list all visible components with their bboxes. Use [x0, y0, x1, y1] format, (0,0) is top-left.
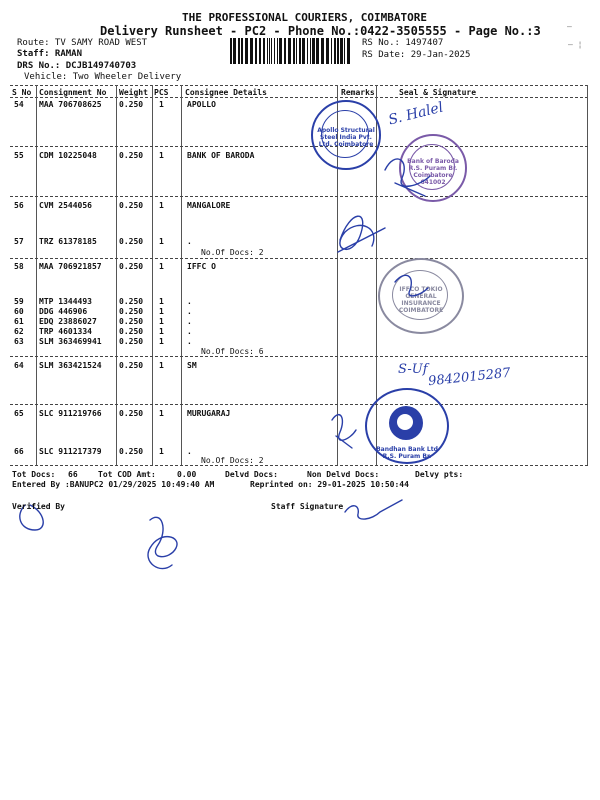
cell-details: IFFC O — [187, 262, 216, 271]
total-docs-value: 66 — [68, 470, 78, 479]
delivered-docs-label: Delvd Docs: — [225, 470, 278, 479]
drs-number: DRS No.: DCJB149740703 — [17, 61, 137, 71]
cell-consignment: SLC 911219766 — [39, 409, 102, 418]
cell-pcs: 1 — [159, 327, 164, 336]
cell-pcs: 1 — [159, 447, 164, 456]
apollo-stamp-text: Apollo Structural Steel India Pvt. Ltd. Coimbatore — [317, 127, 375, 148]
cell-weight: 0.250 — [119, 237, 144, 246]
baroda-stamp-text: Bank of Baroda R.S. Puram Br. Coimbatore 641002 — [407, 158, 459, 186]
handwritten-signature: S. Halel — [386, 99, 445, 129]
total-cod-value: 0.00 — [177, 470, 197, 479]
cell-sno: 61 — [14, 317, 24, 326]
entered-by: Entered By :BANUPC2 01/29/2025 10:49:40 AM — [12, 480, 215, 489]
staff: Staff: RAMAN — [17, 49, 83, 59]
cell-details: . — [187, 297, 192, 306]
col-header-consignee: Consignee Details — [185, 88, 267, 97]
cell-weight: 0.250 — [119, 262, 144, 271]
corner-mark-icon: — — [567, 22, 572, 31]
vehicle: Vehicle: Two Wheeler Delivery — [24, 72, 182, 82]
cell-weight: 0.250 — [119, 327, 144, 336]
rs-date: RS Date: 29-Jan-2025 — [362, 50, 471, 60]
iffco-stamp-text: IFFCO TOKIO GENERAL INSURANCE COIMBATORE — [398, 286, 444, 314]
docs-note: No.Of Docs: 2 — [201, 248, 264, 257]
cell-weight: 0.250 — [119, 361, 144, 370]
cell-weight: 0.250 — [119, 409, 144, 418]
cell-consignment: TRP 4601334 — [39, 327, 92, 336]
col-header-weight: Weight — [119, 88, 148, 97]
cell-sno: 63 — [14, 337, 24, 346]
cell-consignment: MAA 706921857 — [39, 262, 102, 271]
cell-weight: 0.250 — [119, 447, 144, 456]
cell-consignment: CVM 2544056 — [39, 201, 92, 210]
signature-row57 — [338, 216, 385, 252]
signature-row65 — [332, 415, 356, 448]
cell-consignment: DDG 446906 — [39, 307, 88, 316]
handwritten-phone-number: 9842015287 — [427, 365, 512, 390]
cell-pcs: 1 — [159, 297, 164, 306]
non-delivered-docs-label: Non Delvd Docs: — [307, 470, 380, 479]
verified-by-label: Verified By — [12, 502, 65, 511]
signature-row55 — [385, 159, 430, 196]
cell-pcs: 1 — [159, 262, 164, 271]
docs-note: No.Of Docs: 2 — [201, 456, 264, 465]
cell-pcs: 1 — [159, 337, 164, 346]
delivery-points-label: Delvy pts: — [415, 470, 464, 479]
docs-note: No.Of Docs: 6 — [201, 347, 264, 356]
cell-details: BANK OF BARODA — [187, 151, 255, 160]
col-header-seal: Seal & Signature — [399, 88, 477, 97]
cell-sno: 54 — [14, 100, 24, 109]
col-header-consignment: Consignment No — [39, 88, 107, 97]
cell-details: APOLLO — [187, 100, 216, 109]
runsheet-title: Delivery Runsheet - PC2 - Phone No.:0422-3505555 - Page No.:3 — [100, 24, 541, 38]
cell-consignment: SLM 363469941 — [39, 337, 102, 346]
total-cod-label: Tot COD Amt: — [98, 470, 156, 479]
col-header-remarks: Remarks — [341, 88, 375, 97]
cell-sno: 60 — [14, 307, 24, 316]
cell-details: SM — [187, 361, 197, 370]
cell-weight: 0.250 — [119, 307, 144, 316]
cell-sno: 56 — [14, 201, 24, 210]
cell-weight: 0.250 — [119, 317, 144, 326]
bandhan-stamp-text: Bandhan Bank Ltd R.S. Puram Br. — [376, 446, 438, 460]
cell-sno: 57 — [14, 237, 24, 246]
cell-pcs: 1 — [159, 317, 164, 326]
cell-weight: 0.250 — [119, 100, 144, 109]
company-name: THE PROFESSIONAL COURIERS, COIMBATORE — [182, 11, 428, 24]
cell-details: . — [187, 327, 192, 336]
handwritten-signature: S-Uf — [398, 362, 428, 377]
cell-weight: 0.250 — [119, 297, 144, 306]
cell-weight: 0.250 — [119, 201, 144, 210]
cell-details: . — [187, 337, 192, 346]
cell-weight: 0.250 — [119, 337, 144, 346]
cell-pcs: 1 — [159, 307, 164, 316]
cell-consignment: TRZ 61378185 — [39, 237, 97, 246]
total-docs-label: Tot Docs: — [12, 470, 56, 479]
cell-details: MANGALORE — [187, 201, 231, 210]
verified-by-signature — [20, 505, 177, 569]
cell-consignment: CDM 10225048 — [39, 151, 97, 160]
cell-details: . — [187, 317, 192, 326]
cell-consignment: EDQ 23886027 — [39, 317, 97, 326]
cell-consignment: MAA 706708625 — [39, 100, 102, 109]
cell-sno: 62 — [14, 327, 24, 336]
cell-pcs: 1 — [159, 201, 164, 210]
staff-signature-label: Staff Signature — [271, 502, 344, 511]
cell-sno: 55 — [14, 151, 24, 160]
cell-consignment: SLM 363421524 — [39, 361, 102, 370]
cell-sno: 58 — [14, 262, 24, 271]
route: Route: TV SAMY ROAD WEST — [17, 38, 148, 48]
cell-details: . — [187, 307, 192, 316]
cell-consignment: SLC 911217379 — [39, 447, 102, 456]
cell-sno: 64 — [14, 361, 24, 370]
cell-weight: 0.250 — [119, 151, 144, 160]
cell-details: MURUGARAJ — [187, 409, 231, 418]
cell-sno: 59 — [14, 297, 24, 306]
cell-pcs: 1 — [159, 409, 164, 418]
cell-sno: 66 — [14, 447, 24, 456]
col-header-pcs: PCS — [154, 88, 169, 97]
reprinted-on: Reprinted on: 29-01-2025 10:50:44 — [250, 480, 409, 489]
cell-sno: 65 — [14, 409, 24, 418]
staff-signature-scribble — [345, 500, 402, 519]
cell-pcs: 1 — [159, 151, 164, 160]
col-header-sno: S No — [12, 88, 32, 97]
cell-pcs: 1 — [159, 361, 164, 370]
cell-consignment: MTP 1344493 — [39, 297, 92, 306]
cell-details: . — [187, 447, 192, 456]
cell-pcs: 1 — [159, 237, 164, 246]
cell-details: . — [187, 237, 192, 246]
signature-row58 — [395, 275, 428, 296]
corner-mark-icon: – ¦ — [568, 40, 583, 49]
cell-pcs: 1 — [159, 100, 164, 109]
rs-number: RS No.: 1497407 — [362, 38, 444, 48]
